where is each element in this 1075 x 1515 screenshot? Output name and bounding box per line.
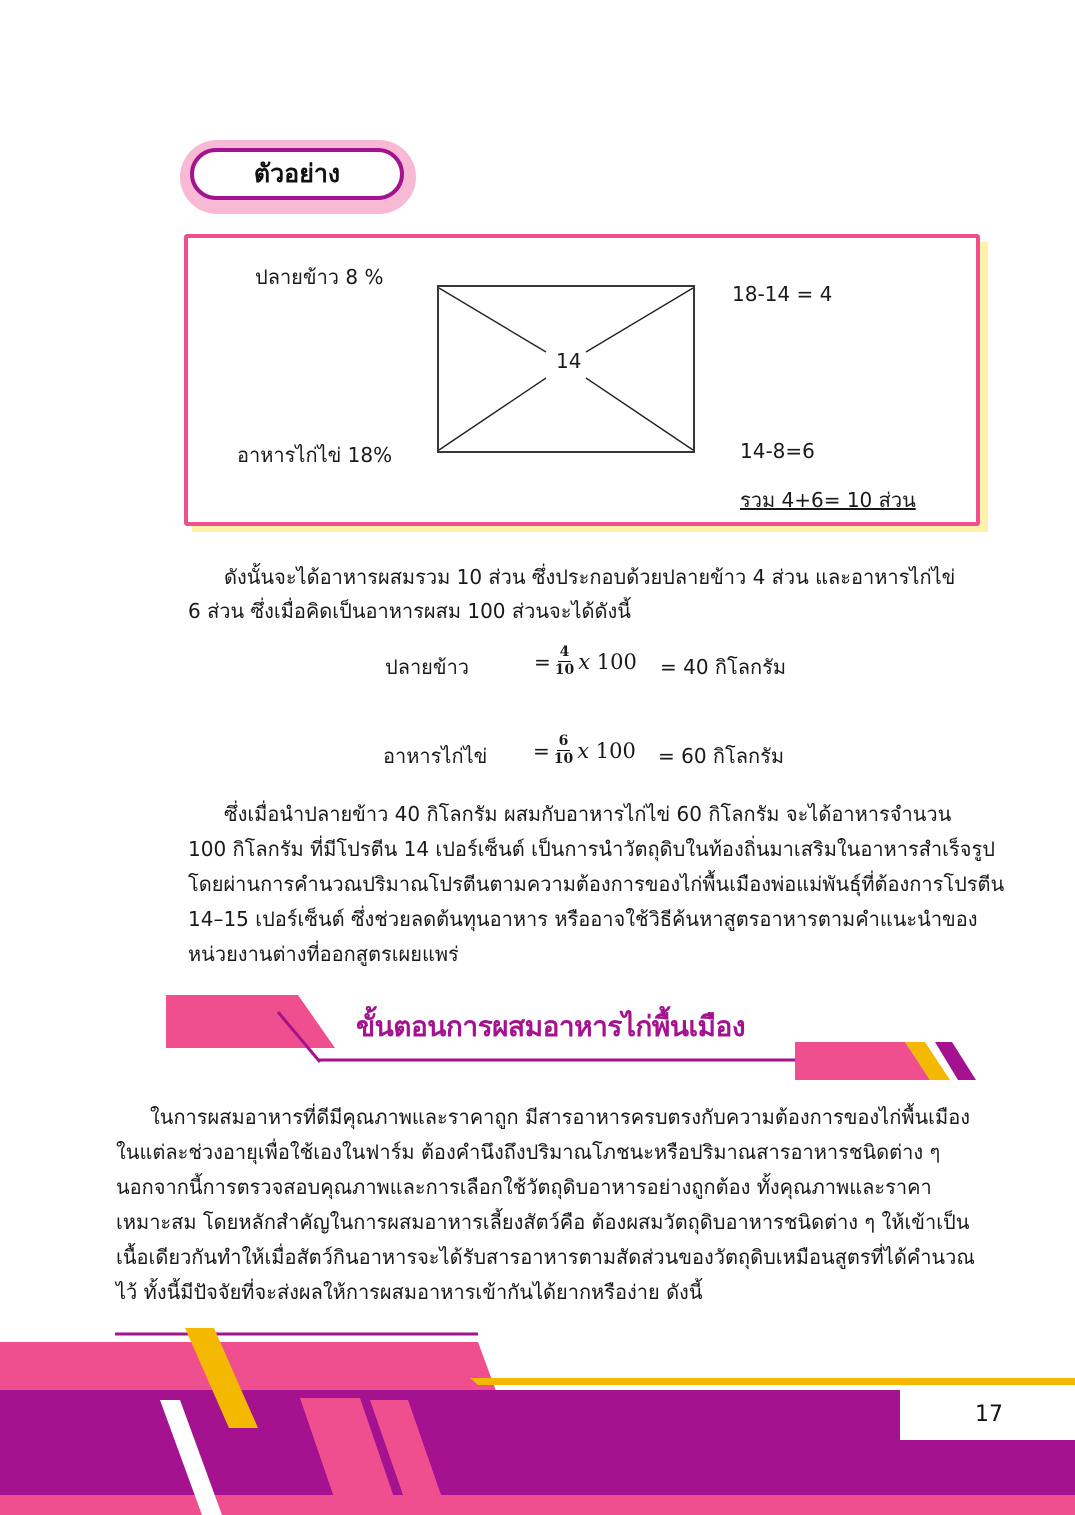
- diagonal-top-left: [439, 288, 546, 352]
- formula1-fraction: [555, 645, 574, 678]
- formula2-numerator: 6: [558, 733, 569, 749]
- para2-line1: ซึ่งเมื่อนำปลายข้าว 40 กิโลกรัม ผสมกับอาหารไก่ไข่ 60 กิโลกรัม จะได้อาหารจำนวน: [224, 802, 952, 826]
- para3-line5: เนื้อเดียวกันทำให้เมื่อสัตว์กินอาหารจะได้รับสารอาหารตามสัดส่วนของวัตถุดิบเหมือนสูตรที่ได้คำนวณ: [116, 1245, 975, 1269]
- formula1-result: = 40 กิโลกรัม: [660, 655, 787, 679]
- formula1-expression: [534, 645, 637, 678]
- para2-line4: 14–15 เปอร์เซ็นต์ ซึ่งช่วยลดต้นทุนอาหาร หรืออาจใช้วิธีค้นหาสูตรอาหารตามคำแนะนำของ: [188, 907, 978, 931]
- calc-rice-bran: 18-14 = 4: [732, 282, 833, 306]
- formula2-denominator: 10: [553, 751, 574, 767]
- formula2-expression: [533, 734, 636, 767]
- diagonal-top-right: [586, 288, 693, 352]
- page-number: 17: [975, 1402, 1003, 1427]
- rice-bran-label: ปลายข้าว 8 %: [255, 265, 384, 289]
- formula1-hundred: 100: [596, 649, 637, 674]
- formula1-equals: =: [534, 649, 551, 674]
- formula1-times: x: [578, 649, 591, 674]
- section-title: ขั้นตอนการผสมอาหารไก่พื้นเมือง: [356, 1010, 745, 1043]
- para2-line3: โดยผ่านการคำนวณปริมาณโปรตีนตามความต้องการของไก่พื้นเมืองพ่อแม่พันธุ์ที่ต้องการโปรตีน: [188, 872, 1005, 896]
- para3-line6: ไว้ ทั้งนี้มีปัจจัยที่จะส่งผลให้การผสมอาหารเข้ากันได้ยากหรือง่าย ดังนี้: [116, 1280, 703, 1304]
- formula2-hundred: 100: [595, 738, 636, 763]
- para3-line3: นอกจากนี้การตรวจสอบคุณภาพและการเลือกใช้วัตถุดิบอาหารอย่างถูกต้อง ทั้งคุณภาพและราคา: [116, 1175, 932, 1199]
- para1-line1: ดังนั้นจะได้อาหารผสมรวม 10 ส่วน ซึ่งประกอบด้วยปลายข้าว 4 ส่วน และอาหารไก่ไข่: [224, 565, 956, 589]
- para2-line2: 100 กิโลกรัม ที่มีโปรตีน 14 เปอร์เซ็นต์ เป็นการนำวัตถุดิบในท้องถิ่นมาเสริมในอาหารสำเร็จรูป: [188, 837, 995, 861]
- formula1-denominator: 10: [554, 662, 575, 678]
- para3-line1: ในการผสมอาหารที่ดีมีคุณภาพและราคาถูก มีสารอาหารครบตรงกับความต้องการของไก่พื้นเมือง: [150, 1105, 970, 1129]
- formula1-multiplier: [578, 650, 637, 674]
- formula2-result: = 60 กิโลกรัม: [658, 744, 785, 768]
- footer-decoration: [0, 1320, 1075, 1515]
- para3-line2: ในแต่ละช่วงอายุเพื่อใช้เองในฟาร์ม ต้องคำนึงถึงปริมาณโภชนะหรือปริมาณสารอาหารชนิดต่าง ๆ: [116, 1140, 941, 1164]
- example-label: ตัวอย่าง: [190, 148, 404, 200]
- formula2-equals: =: [533, 738, 550, 763]
- banner-pink-left: [166, 995, 335, 1048]
- formula2-label: อาหารไก่ไข่: [383, 744, 488, 768]
- diagonal-bottom-right: [586, 378, 693, 450]
- calc-chicken-feed: 14-8=6: [740, 439, 815, 463]
- formula2-times: x: [577, 738, 590, 763]
- para3-line4: เหมาะสม โดยหลักสำคัญในการผสมอาหารเลี้ยงสัตว์คือ ต้องผสมวัตถุดิบอาหารชนิดต่าง ๆ ให้เข้าเป็น: [116, 1210, 970, 1234]
- chicken-feed-label: อาหารไก่ไข่ 18%: [237, 443, 393, 467]
- footer-yellow-line: [470, 1378, 1075, 1385]
- diagonal-bottom-left: [439, 378, 546, 450]
- formula1-numerator: 4: [559, 644, 570, 660]
- formula2-fraction: [554, 734, 573, 767]
- calc-total: รวม 4+6= 10 ส่วน: [740, 488, 916, 512]
- footer-bottom-stripe: [0, 1495, 1075, 1515]
- formula2-multiplier: [577, 739, 636, 763]
- para1-line2: 6 ส่วน ซึ่งเมื่อคิดเป็นอาหารผสม 100 ส่วนจะได้ดังนี้: [188, 599, 631, 623]
- para2-line5: หน่วยงานต่างที่ออกสูตรเผยแพร่: [188, 942, 459, 966]
- formula1-label: ปลายข้าว: [385, 655, 470, 679]
- center-value: 14: [556, 349, 582, 373]
